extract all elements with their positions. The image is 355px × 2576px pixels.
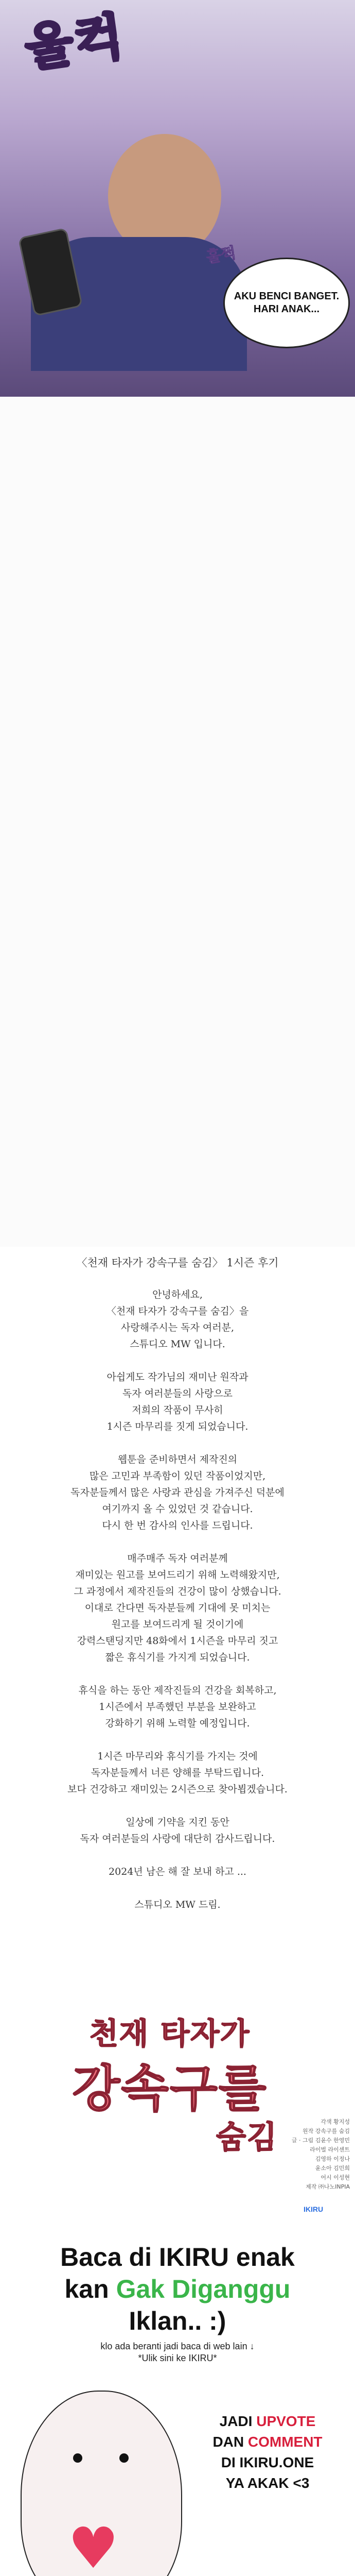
credit-line: 어시 이성현	[321, 2174, 350, 2181]
dan-text: DAN	[212, 2434, 248, 2450]
site-text: DI IKIRU.ONE	[221, 2454, 314, 2470]
mascot-eye	[73, 2453, 82, 2463]
afterword-paragraph: 아쉽게도 작가님의 재미난 원작과 독자 여러분들의 사랑으로 저희의 작품이 무사히 1시즌 마무리를 짓게 되었습니다.	[106, 1371, 248, 1432]
comment-text: COMMENT	[247, 2434, 323, 2450]
speech-bubble	[223, 258, 350, 348]
afterword-title: 〈천재 타자가 강속구를 숨김〉 1시즌 후기	[76, 1257, 279, 1269]
afterword-paragraph: 안녕하세요, 〈천재 타자가 강속구를 숨김〉을 사랑해주시는 독자 여러분, 스튜디오 MW 입니다.	[106, 1289, 249, 1350]
credit-line: 원작 강속구를 숨김	[302, 2128, 350, 2134]
bubble-sfx: 훌쩍	[205, 244, 238, 267]
jadi-text: JADI	[219, 2413, 257, 2429]
logo-line-3: 숨김	[216, 2120, 278, 2156]
credit-line: 글 · 그림 김윤수 한영민	[291, 2137, 350, 2144]
bubble-line-1: AKU BENCI BANGET.	[234, 291, 340, 302]
promo-line-3: Iklan.. :)	[129, 2307, 226, 2335]
afterword-paragraph: 웹툰을 준비하면서 제작진의 많은 고민과 부족함이 있던 작품이었지만, 독자분들께서 많은 사랑과 관심을 가져주신 덕분에 여기까지 올 수 있었던 것 같습니다. 다시 한 번 감사의 인사를 드립니다.	[70, 1454, 285, 1531]
promo-line-2	[0, 2273, 355, 2305]
upvote-callout	[190, 2411, 345, 2494]
credit-list	[288, 2117, 350, 2192]
promo-headline	[0, 2241, 355, 2337]
credit-line: 김영하 이정나	[315, 2156, 350, 2162]
credit-line: 윤소아 김민희	[315, 2165, 350, 2172]
sfx-text: 울컥	[22, 7, 129, 78]
phone-figure	[31, 134, 247, 340]
mascot-eye	[119, 2453, 129, 2463]
afterword-signature: 스튜디오 MW 드림.	[134, 1899, 221, 1910]
afterword-paragraph: 2024년 남은 해 잘 보내 하고 ...	[109, 1866, 246, 1877]
credit-line: 라이벌 라이센트	[310, 2146, 350, 2153]
promo-panel	[0, 2226, 355, 2576]
afterword	[0, 1247, 355, 1989]
credit-line: 각색 황지성	[321, 2119, 350, 2125]
afterword-paragraph: 1시즌 마무리와 휴식기를 가지는 것에 독자분들께서 너른 양해를 부탁드립니다. 보다 건강하고 재미있는 2시즌으로 찾아뵙겠습니다.	[67, 1751, 288, 1795]
bubble-line-2: HARI ANAK...	[253, 303, 320, 315]
credit-line: 제작 ㈜나노INPIA	[306, 2183, 350, 2190]
comic-panel	[0, 0, 355, 397]
akak-text: YA AKAK <3	[225, 2475, 310, 2491]
promo-kan: kan	[64, 2275, 116, 2303]
logo-line-2: 강속구를	[72, 2060, 268, 2117]
logo-line-1: 천재 타자가	[89, 2016, 251, 2051]
afterword-paragraph: 휴식을 하는 동안 제작진들의 건강을 회복하고, 1시즌에서 부족했던 부분을 보완하고 강화하기 위해 노력할 예정입니다.	[78, 1685, 277, 1729]
upvote-text: UPVOTE	[256, 2413, 316, 2429]
promo-highlight: Gak Diganggu	[116, 2275, 291, 2303]
heart-icon: ♥	[68, 2515, 119, 2576]
afterword-paragraph: 매주매주 독자 여러분께 재미있는 원고를 보여드리기 위해 노력해왔지만, 그 과정에서 제작진들의 건강이 많이 상했습니다. 이대로 간다면 독자분들께 기대에 못 미치는 원고를 보여드리게 될 것이기에 강력스탠딩지만 48화에서 1시즌을 마무리 짓고 짧은 휴식기를 가지게 되었습니다.	[74, 1553, 281, 1663]
credits-panel	[0, 1989, 355, 2226]
series-logo	[62, 2009, 278, 2164]
ikiru-badge: IKIRU	[304, 2205, 324, 2213]
promo-note: klo ada beranti jadi baca di web lain ↓	[100, 2341, 255, 2351]
promo-line-1: Baca di IKIRU enak	[60, 2243, 295, 2272]
mascot-blob	[21, 2391, 182, 2576]
promo-note-2: *Ulik sini ke IKIRU*	[138, 2353, 217, 2363]
afterword-paragraph: 일상에 기약을 지킨 동안 독자 여러분들의 사랑에 대단히 감사드립니다.	[80, 1817, 275, 1844]
blank-gap	[0, 397, 355, 1247]
